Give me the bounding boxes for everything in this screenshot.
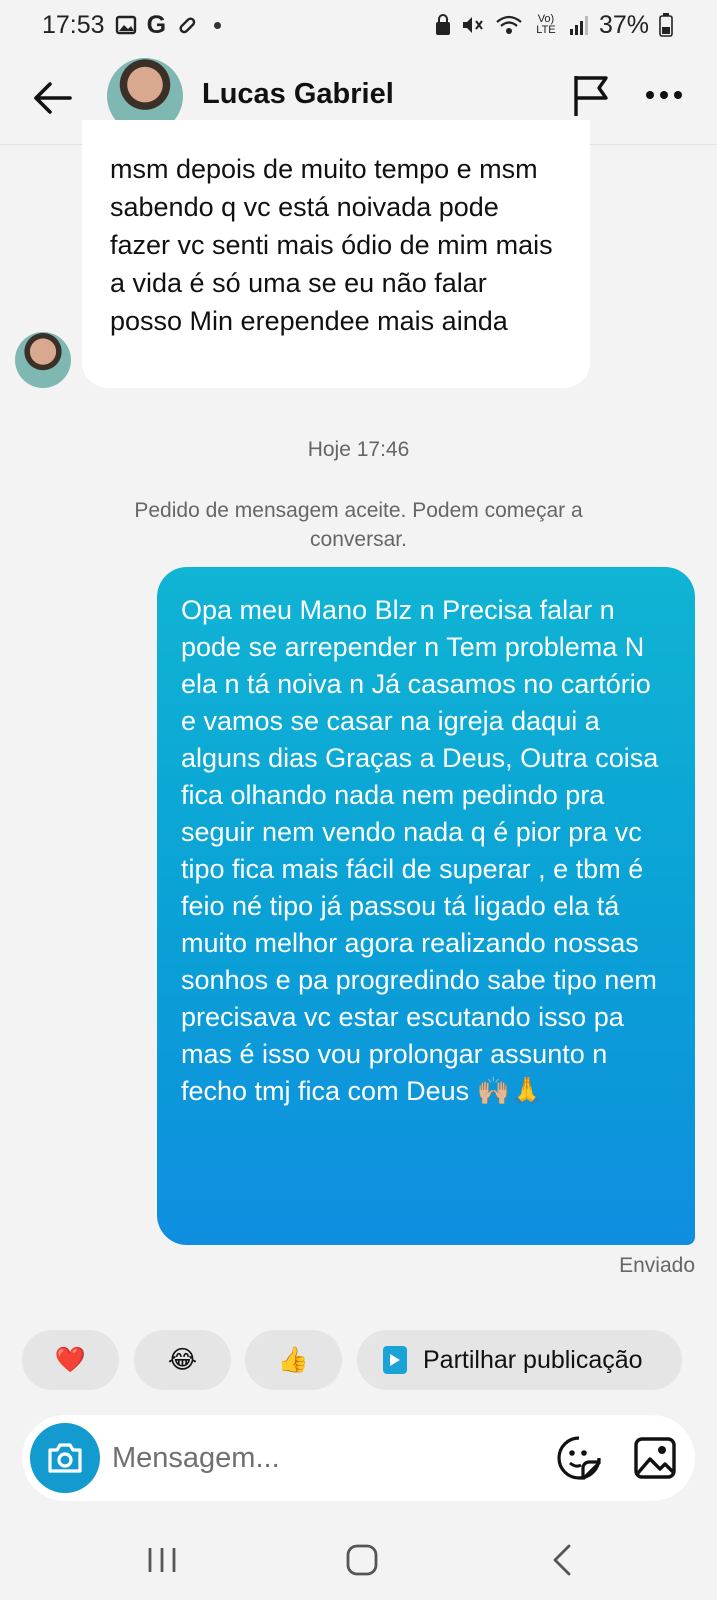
camera-button[interactable] xyxy=(30,1423,100,1493)
link-notification-icon xyxy=(176,14,198,36)
google-notification-icon: G xyxy=(146,10,167,39)
gallery-notification-icon xyxy=(115,14,137,36)
message-input[interactable] xyxy=(112,1435,532,1481)
report-button[interactable] xyxy=(570,72,612,118)
arrow-left-icon xyxy=(32,81,72,115)
sticker-button[interactable] xyxy=(556,1435,602,1481)
status-time: 17:53 xyxy=(42,10,105,39)
camera-icon xyxy=(46,1442,84,1474)
wifi-icon xyxy=(495,14,523,36)
sender-avatar[interactable] xyxy=(15,332,71,388)
chevron-left-icon xyxy=(550,1543,574,1577)
system-nav-bar xyxy=(0,1520,717,1600)
more-icon xyxy=(645,90,683,100)
battery-percent: 37% xyxy=(598,10,649,39)
back-button[interactable] xyxy=(30,76,74,120)
message-composer xyxy=(22,1415,695,1501)
home-button[interactable] xyxy=(338,1538,386,1582)
recents-icon xyxy=(145,1545,179,1575)
quick-reply-heart[interactable] xyxy=(22,1330,119,1390)
network-label: Vo) LTE xyxy=(536,13,556,36)
mute-icon xyxy=(461,14,485,36)
battery-icon xyxy=(659,13,673,37)
quick-reply-thumbs-up[interactable] xyxy=(245,1330,342,1390)
lock-icon xyxy=(435,14,451,36)
heart-emoji: ❤️ xyxy=(54,1345,87,1374)
contact-name[interactable]: Lucas Gabriel xyxy=(202,78,394,110)
sent-status: Enviado xyxy=(619,1254,695,1277)
sticker-icon xyxy=(556,1435,602,1481)
system-message: Pedido de mensagem aceite. Podem começar a conversar. xyxy=(134,499,583,551)
outgoing-message-text: Opa meu Mano Blz n Precisa falar n pode se arrepender n Tem problema N ela n tá noiva n Já casamos no cartório e vamos se casar na igreja daqui a alguns dias Graças a Deus, Outra coisa fica olhando nada nem pedindo pra seguir nem vendo nada q é pior pra vc tipo fica mais fácil de superar , e tbm é feio né tipo já passou tá ligado ela tá muito melhor agora realizando nossas sonhos e pa progredindo sabe tipo nem precisava vc estar escutando isso pa mas é isso vou prolongar assunto n fecho tmj fica com Deus 🙌🏼🙏 xyxy=(181,595,659,1106)
nav-back-button[interactable] xyxy=(538,1538,586,1582)
gallery-icon xyxy=(632,1435,678,1481)
more-options-button[interactable] xyxy=(644,80,684,110)
recents-button[interactable] xyxy=(138,1538,186,1582)
outgoing-message[interactable] xyxy=(157,567,695,1245)
share-post-label: Partilhar publicação xyxy=(423,1345,643,1374)
incoming-message-text: msm depois de muito tempo e msm sabendo q vc está noivada pode fazer vc senti mais ódio de mim mais a vida é só uma se eu não falar posso Min erependee mais ainda xyxy=(110,154,553,336)
message-timestamp: Hoje 17:46 xyxy=(307,438,410,461)
flag-icon xyxy=(570,72,612,118)
more-notifications-dot xyxy=(214,22,221,29)
share-post-button[interactable] xyxy=(357,1330,682,1390)
incoming-message[interactable] xyxy=(82,120,590,388)
status-left xyxy=(42,11,221,40)
quick-reply-laugh[interactable] xyxy=(134,1330,231,1390)
status-bar xyxy=(0,0,717,50)
status-right xyxy=(435,11,673,40)
play-icon xyxy=(383,1346,407,1374)
laugh-emoji: 😂 xyxy=(167,1346,198,1374)
thumbs-up-emoji: 👍 xyxy=(277,1345,310,1374)
signal-icon xyxy=(569,14,589,36)
gallery-button[interactable] xyxy=(632,1435,678,1481)
home-icon xyxy=(345,1543,379,1577)
